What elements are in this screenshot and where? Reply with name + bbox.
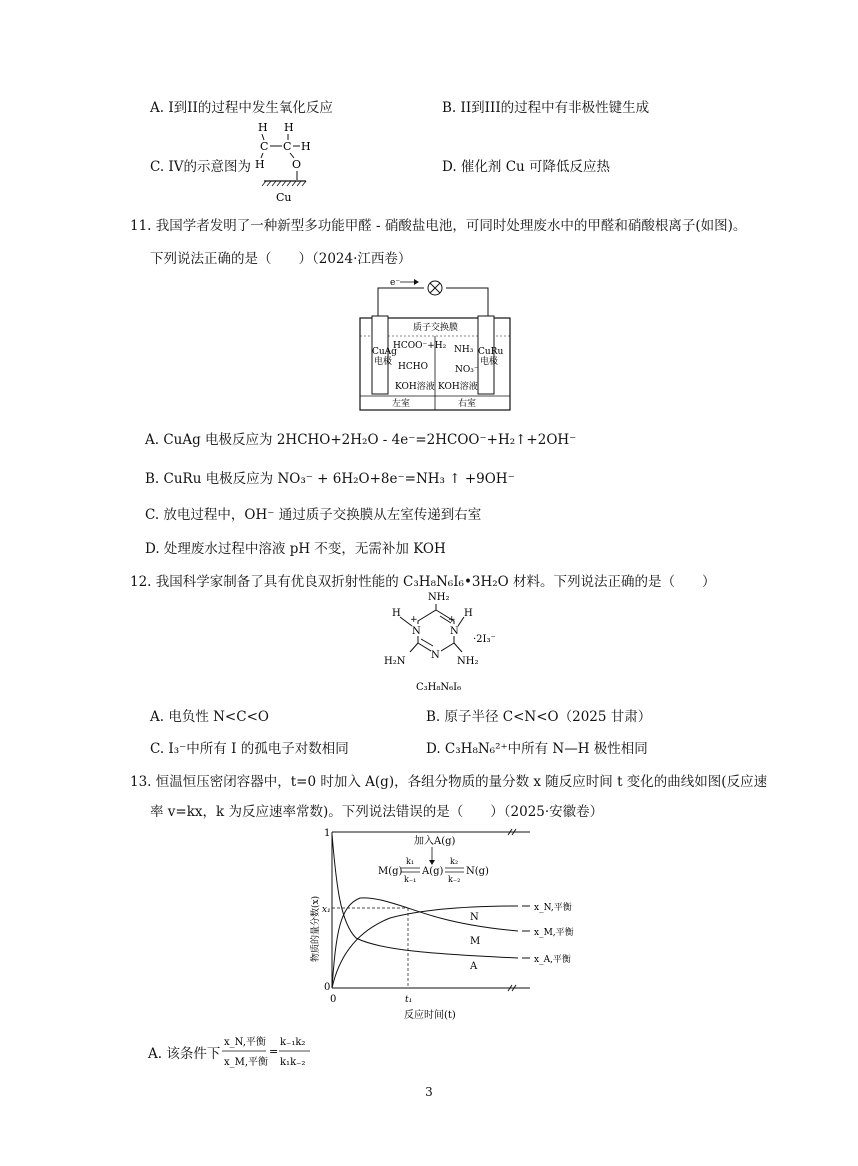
atom-h: H bbox=[255, 158, 265, 171]
t1-tick-label: t₁ bbox=[405, 995, 413, 1005]
x-axis-label: 反应时间(t) bbox=[404, 1010, 456, 1021]
y-axis-label: 物质的量分数(x) bbox=[311, 895, 321, 962]
battery-diagram bbox=[358, 276, 518, 412]
right-room-label: 右室 bbox=[458, 399, 477, 409]
anion-label: ·2I₃⁻ bbox=[473, 634, 496, 645]
kinetics-chart bbox=[300, 822, 590, 1022]
atom-h: H bbox=[258, 121, 268, 134]
membrane-label: 质子交换膜 bbox=[413, 323, 459, 333]
q11-stem-line2: 下列说法正确的是（ ）（2024·江西卷） bbox=[150, 251, 412, 267]
q12-option-c: C. I₃⁻中所有 I 的孤电子对数相同 bbox=[150, 741, 349, 757]
eq-n-label: x_N,平衡 bbox=[534, 903, 572, 913]
left-amino: H₂N bbox=[384, 656, 406, 667]
frac-denominator: x_M,平衡 bbox=[224, 1057, 269, 1068]
eq-species-a: A(g) bbox=[422, 866, 444, 877]
q10-structure bbox=[250, 118, 330, 206]
left-electrode-suffix: 电极 bbox=[374, 357, 393, 367]
q12-structure bbox=[380, 590, 510, 696]
x1-tick-label: x₁ bbox=[322, 905, 331, 915]
q12-option-a: A. 电负性 N<C<O bbox=[150, 709, 269, 725]
q12-option-b: B. 原子半径 C<N<O（2025 甘肃） bbox=[426, 709, 652, 725]
q11-option-a: A. CuAg 电极反应为 2HCHO+2H₂O - 4e⁻=2HCOO⁻+H₂↑+2OH⁻ bbox=[145, 432, 577, 448]
ratio-denominator: k₁k₋₂ bbox=[280, 1057, 306, 1068]
eq-a-label: x_A,平衡 bbox=[534, 955, 571, 965]
ratio-numerator: k₋₁k₂ bbox=[280, 1037, 306, 1048]
page-number: 3 bbox=[425, 1085, 433, 1099]
right-amino: NH₂ bbox=[457, 656, 479, 667]
frac-numerator: x_N,平衡 bbox=[224, 1037, 266, 1048]
eq-species-m: M(g) bbox=[378, 866, 403, 877]
ring-n-right: N bbox=[450, 626, 459, 637]
curve-n-label: N bbox=[470, 912, 479, 923]
charge-right: + bbox=[448, 615, 456, 625]
h-right: H bbox=[464, 608, 473, 619]
left-electrode-name: CuAg bbox=[372, 347, 397, 357]
left-species-product: HCOO⁻+H₂ bbox=[393, 341, 447, 351]
y-max-label: 1 bbox=[324, 828, 331, 839]
eq-species-n: N(g) bbox=[466, 866, 489, 877]
q10-option-c: C. IV的示意图为 bbox=[150, 159, 252, 175]
x-origin-label: 0 bbox=[330, 994, 337, 1005]
q13-stem-line1: 13. 恒温恒压密闭容器中，t=0 时加入 A(g)，各组分物质的量分数 x 随反应时间 t 变化的曲线如图(反应速 bbox=[130, 774, 768, 790]
left-room-label: 左室 bbox=[392, 399, 411, 409]
k2-label: k₂ bbox=[450, 857, 459, 866]
curve-m-label: M bbox=[470, 936, 481, 947]
add-a-label: 加入A(g) bbox=[414, 836, 456, 847]
atom-c: C bbox=[260, 140, 269, 153]
atom-cu: Cu bbox=[276, 191, 292, 204]
q11-option-b: B. CuRu 电极反应为 NO₃⁻ + 6H₂O+8e⁻=NH₃ ↑ +9OH⁻ bbox=[145, 471, 515, 487]
atom-h: H bbox=[301, 140, 311, 153]
top-amino: NH₂ bbox=[428, 592, 450, 603]
curve-a bbox=[332, 834, 518, 958]
h-left: H bbox=[392, 608, 401, 619]
y-origin-label: 0 bbox=[324, 982, 331, 993]
right-electrode-suffix: 电极 bbox=[480, 357, 499, 367]
q11-option-c: C. 放电过程中，OH⁻ 通过质子交换膜从左室传递到右室 bbox=[145, 507, 482, 523]
right-electrode-name: CuRu bbox=[478, 347, 504, 357]
k1-label: k₁ bbox=[406, 857, 415, 866]
ring-n-bottom: N bbox=[431, 650, 440, 661]
formula-label: C₃H₈N₆I₆ bbox=[416, 682, 462, 693]
left-species-reactant: HCHO bbox=[398, 362, 428, 372]
atom-o: O bbox=[292, 158, 302, 171]
q11-option-d: D. 处理废水过程中溶液 pH 不变，无需补加 KOH bbox=[145, 541, 446, 557]
k-2-label: k₋₂ bbox=[448, 875, 461, 884]
q13-option-a-prefix: A. 该条件下 bbox=[148, 1046, 221, 1062]
q12-option-d: D. C₃H₈N₆²⁺中所有 N—H 极性相同 bbox=[426, 741, 648, 757]
q13-stem-line2: 率 v=kx，k 为反应速率常数)。下列说法错误的是（ ）（2025·安徽卷） bbox=[150, 804, 604, 820]
curve-n bbox=[332, 906, 518, 988]
atom-h: H bbox=[284, 121, 294, 134]
q10-option-a: A. I到II的过程中发生氧化反应 bbox=[150, 100, 333, 116]
q10-option-b: B. II到III的过程中有非极性键生成 bbox=[442, 100, 650, 116]
q12-stem: 12. 我国科学家制备了具有优良双折射性能的 C₃H₈N₆I₆•3H₂O 材料。下列说法正确的是（ ） bbox=[130, 574, 716, 590]
k-1-label: k₋₁ bbox=[404, 875, 417, 884]
q11-stem-line1: 11. 我国学者发明了一种新型多功能甲醛 - 硝酸盐电池，可同时处理废水中的甲醛和硝酸根离子(如图)。 bbox=[130, 218, 747, 234]
charge-left: + bbox=[410, 615, 418, 625]
atom-c: C bbox=[283, 140, 292, 153]
q13-option-a-fraction bbox=[222, 1030, 312, 1074]
right-solution: KOH溶液 bbox=[438, 382, 478, 392]
electron-label: e⁻ bbox=[390, 278, 401, 288]
equals-sign: = bbox=[269, 1045, 279, 1058]
curve-a-label: A bbox=[470, 961, 478, 972]
right-species-product: NH₃ bbox=[454, 345, 474, 355]
q10-option-d: D. 催化剂 Cu 可降低反应热 bbox=[442, 159, 611, 175]
left-solution: KOH溶液 bbox=[395, 382, 435, 392]
eq-m-label: x_M,平衡 bbox=[534, 928, 574, 938]
ring-n-left: N bbox=[412, 626, 421, 637]
right-species-reactant: NO₃⁻ bbox=[455, 365, 479, 375]
